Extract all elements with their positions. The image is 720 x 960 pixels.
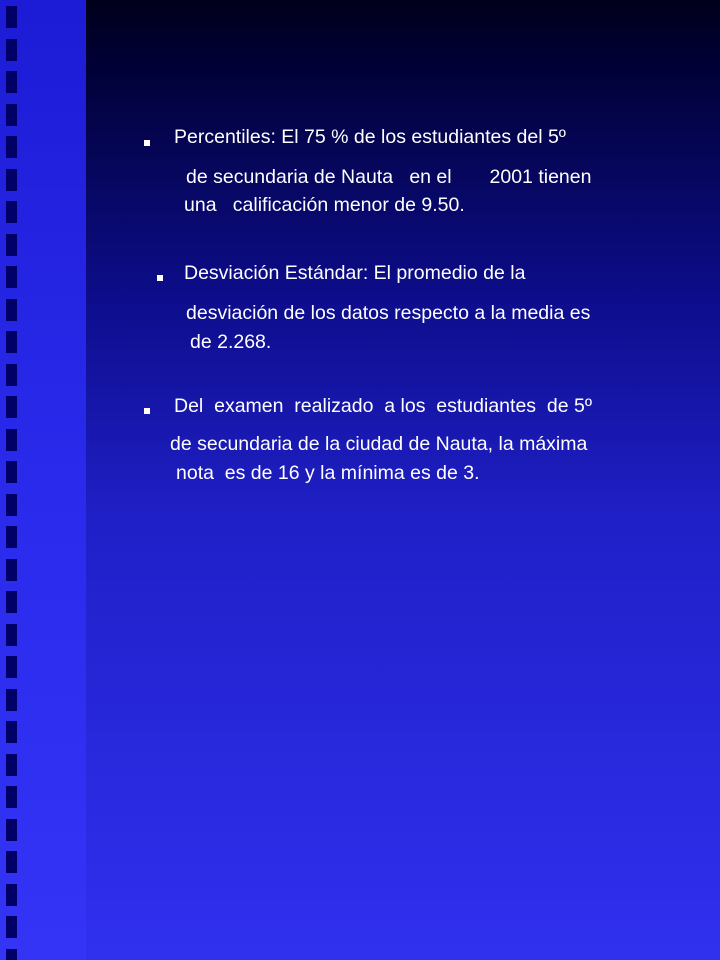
bullet-square-icon <box>157 275 163 281</box>
film-square <box>6 201 17 223</box>
film-square <box>6 494 17 516</box>
film-square <box>6 331 17 353</box>
bullet-percentiles-line-3: una calificación menor de 9.50. <box>184 194 465 216</box>
film-square <box>6 689 17 711</box>
bullet-square-icon <box>144 408 150 414</box>
film-square <box>6 429 17 451</box>
bullet-desviacion-line-3: de 2.268. <box>190 331 272 353</box>
film-square <box>6 396 17 418</box>
film-square <box>6 916 17 938</box>
film-square <box>6 266 17 288</box>
film-square <box>6 721 17 743</box>
bullet-examen-line-3: nota es de 16 y la mínima es de 3. <box>176 462 480 484</box>
bullet-desviacion-line-2: desviación de los datos respecto a la media es <box>186 302 591 324</box>
film-square <box>6 884 17 906</box>
bullet-examen-line-1: Del examen realizado a los estudiantes de 5º <box>174 395 592 417</box>
film-square <box>6 786 17 808</box>
film-square <box>6 559 17 581</box>
film-square <box>6 754 17 776</box>
film-square <box>6 71 17 93</box>
film-square <box>6 819 17 841</box>
film-square <box>6 6 17 28</box>
film-square <box>6 136 17 158</box>
film-strip-squares <box>6 0 18 960</box>
film-square <box>6 169 17 191</box>
bullet-percentiles-line-2: de secundaria de Nauta en el 2001 tienen <box>186 166 592 188</box>
film-square <box>6 461 17 483</box>
film-square <box>6 591 17 613</box>
film-square <box>6 656 17 678</box>
left-decorative-strip <box>0 0 86 960</box>
film-square <box>6 364 17 386</box>
film-square <box>6 949 17 960</box>
film-square <box>6 526 17 548</box>
film-square <box>6 624 17 646</box>
film-square <box>6 299 17 321</box>
film-square <box>6 851 17 873</box>
bullet-percentiles-line-1: Percentiles: El 75 % de los estudiantes del 5º <box>174 126 566 148</box>
bullet-examen-line-2: de secundaria de la ciudad de Nauta, la máxima <box>170 433 588 455</box>
film-square <box>6 104 17 126</box>
film-square <box>6 39 17 61</box>
film-square <box>6 234 17 256</box>
bullet-square-icon <box>144 140 150 146</box>
bullet-desviacion-line-1: Desviación Estándar: El promedio de la <box>184 262 526 284</box>
